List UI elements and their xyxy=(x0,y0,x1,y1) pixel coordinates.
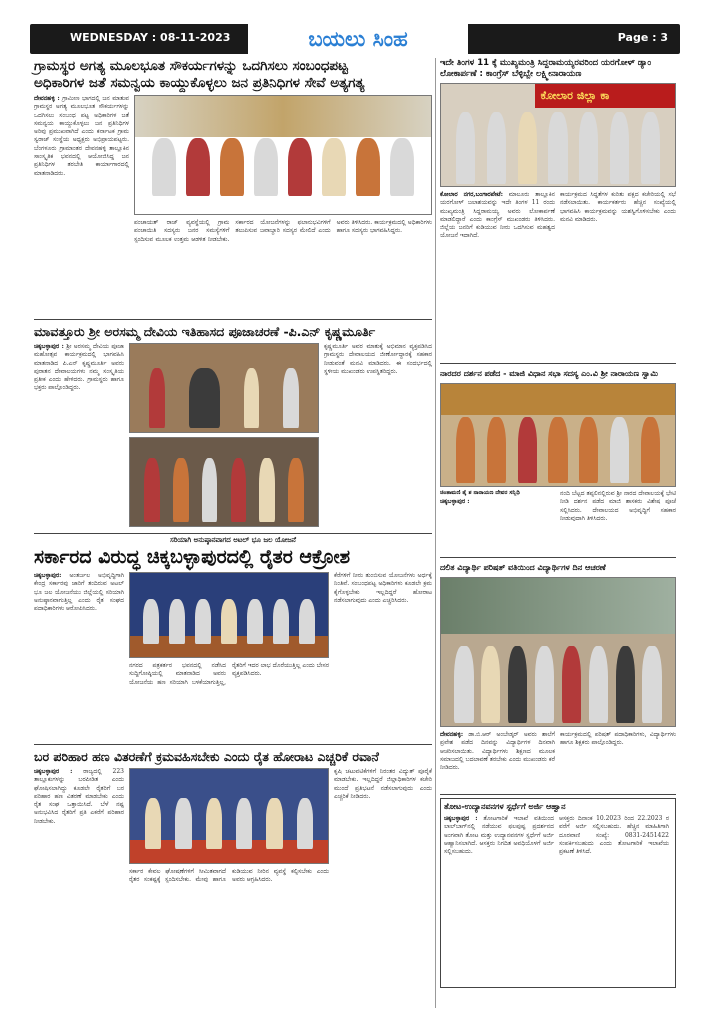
story5-text-a xyxy=(440,191,555,357)
dateline: ಚಿಕ್ಕಬಳ್ಳಾಪುರ : xyxy=(34,768,73,775)
story5-body-b: ಕಾರ್ಯಕ್ರಮದ ಸಿದ್ಧತೆಗಳ ಕುರಿತು ಪಕ್ಷದ ಕಚೇರಿಯಲ್ಲಿ ಸಭೆ ನಡೆಸಲಾಯಿತು. ಕಾರ್ಯಕರ್ತರು ಹೆಚ್ಚಿನ ಸಂಖ್ಯೆಯಲ್ಲಿ ಭಾಗವಹಿಸಿ ಕಾರ್ಯಕ್ರಮವನ್ನು ಯಶಸ್ವಿಗೊಳಿಸಬೇಕು ಎಂದು ಮನವಿ ಮಾಡಿದರು. xyxy=(560,191,676,223)
headline-6: ನಾರದರ ದರ್ಶನ ಪಡೆದ - ಮಾಜಿ ವಿಧಾನ ಸಭಾ ಸದಸ್ಯ ಎಂ.ವಿ ಶ್ರೀ ನಾರಾಯಣ ಸ್ವಾಮಿ xyxy=(440,369,659,378)
story4-body-a: ರಾಜ್ಯದಲ್ಲಿ 223 ತಾಲ್ಲೂಕುಗಳನ್ನು ಬರಪೀಡಿತ ಎಂದು ಘೋಷಿಸಲಾಗಿದ್ದು ಕೂಡಲೇ ರೈತರಿಗೆ ಬರ ಪರಿಹಾರ ಹಣ ವಿತರಣೆ ಮಾಡಬೇಕು ಎಂದು ರೈತ ಸಂಘ ಒತ್ತಾಯಿಸಿದೆ. ಬೆಳೆ ನಷ್ಟ ಅನುಭವಿಸಿದ ರೈತರಿಗೆ ಪ್ರತಿ ಎಕರೆಗೆ ಪರಿಹಾರ ನೀಡಬೇಕು. xyxy=(34,768,124,825)
headline-8: ತೋಟ-ಉದ್ಯಾನವನಗಳ ಸ್ಪರ್ಧೆಗೆ ಅರ್ಜಿ ಆಹ್ವಾನ xyxy=(444,802,566,811)
story1-body-b: ಪಂಚಾಯತ್ ರಾಜ್ ವ್ಯವಸ್ಥೆಯಲ್ಲಿ ಗ್ರಾಮ ಪಂಚಾಯಿತಿ ಸದಸ್ಯರು ಜನರ ಸಮಸ್ಯೆಗಳಿಗೆ ಸ್ಪಂದಿಸುವ ಮೂಲಕ ಉತ್ತಮ ಆಡಳಿತ ನೀಡಬೇಕು. ಸರ್ಕಾರದ ಯೋಜನೆಗಳನ್ನು ಫಲಾನುಭವಿಗಳಿಗೆ ತಲುಪಿಸುವ ಜವಾಬ್ದಾರಿ ಸದಸ್ಯರ ಮೇಲಿದೆ ಎಂದು ಅವರು ತಿಳಿಸಿದರು. ಕಾರ್ಯಕ್ರಮದಲ್ಲಿ ಅಧಿಕಾರಿಗಳು ಹಾಗೂ ಸದಸ್ಯರು ಭಾಗವಹಿಸಿದ್ದರು. xyxy=(134,219,432,243)
people-group xyxy=(147,131,419,196)
story8-text-a xyxy=(444,815,554,975)
photo-students xyxy=(440,577,676,727)
newspaper-title: ಬಯಲು ಸಿಂಹ xyxy=(248,24,468,54)
headline-2: ಮಾವತ್ತೂರು ಶ್ರೀ ಅರಸಮ್ಮ ದೇವಿಯ ಇತಿಹಾಸದ ಪೂಜಾಚರಣೆ -ಪಿ.ಎನ್ ಕೃಷ್ಣಮೂರ್ತಿ xyxy=(34,324,376,339)
story-panchayat xyxy=(34,58,432,315)
story5-body-a: ಮಾಲೂರು ತಾಲ್ಲೂಕಿನ ಯರಗೋಳ್ ಜಲಾಶಯವನ್ನು ಇದೇ ತಿಂಗಳ 11 ರಂದು ಮುಖ್ಯಮಂತ್ರಿ ಸಿದ್ದರಾಮಯ್ಯ ಅವರು ಲೋಕಾರ್ಪಣೆ ಮಾಡಲಿದ್ದಾರೆ ಎಂದು ಕಾಂಗ್ರೆಸ್ ಮುಖಂಡರು ತಿಳಿಸಿದರು. ಜಿಲ್ಲೆಯ ಜನರಿಗೆ ಕುಡಿಯುವ ನೀರು ಒದಗಿಸುವ ಮಹತ್ವದ ಯೋಜನೆ ಇದಾಗಿದೆ. xyxy=(440,191,555,240)
dateline: ಚಿಕ್ಕಬಳ್ಳಾಪುರ : xyxy=(34,343,64,350)
story4-body-c: ಕೃಷಿ ಚಟುವಟಿಕೆಗಳಿಗೆ ನಿರಂತರ ವಿದ್ಯುತ್ ಪೂರೈಕೆ ಮಾಡಬೇಕು. ಇಲ್ಲದಿದ್ದರೆ ಜಿಲ್ಲಾಧಿಕಾರಿಗಳ ಕಚೇರಿ ಮುಂದೆ ಪ್ರತಿಭಟನೆ ನಡೆಸಲಾಗುವುದು ಎಂದು ಎಚ್ಚರಿಕೆ ನೀಡಿದರು. xyxy=(334,768,432,800)
issue-date: WEDNESDAY : 08-11-2023 xyxy=(70,31,231,44)
story3-body-b: ನಗರದ ಪತ್ರಕರ್ತರ ಭವನದಲ್ಲಿ ನಡೆಸಿದ ಸುದ್ದಿಗೋಷ್ಠಿಯಲ್ಲಿ ಮಾತನಾಡಿದ ಅವರು ಯೋಜನೆಯ ಹಣ ಸರಿಯಾಗಿ ಬಳಕೆಯಾಗುತ್ತಿಲ್ಲ, ರೈತರಿಗೆ ಇದರ ಲಾಭ ದೊರೆಯುತ್ತಿಲ್ಲ ಎಂದು ಬೇಸರ ವ್ಯಕ್ತಪಡಿಸಿದರು. xyxy=(129,662,329,686)
photo-banner: ಕೋಲಾರ ಜಿಲ್ಲಾ ಕಾ xyxy=(535,84,675,108)
headline-3: ಸರ್ಕಾರದ ವಿರುದ್ಧ ಚಿಕ್ಕಬಳ್ಳಾಪುರದಲ್ಲಿ ರೈತರ ಆಕ್ರೋಶ xyxy=(34,546,351,568)
left-column xyxy=(34,58,432,964)
photo-farmers-meeting xyxy=(129,768,329,864)
page-number: Page : 3 xyxy=(617,31,668,44)
story2-body-b: ಕೃಷ್ಣಮೂರ್ತಿ ಅವರ ಮಾತುಕ್ಕೆ ಅಭಿಮಾನ ವ್ಯಕ್ತಪಡಿಸಿದ ಗ್ರಾಮಸ್ಥರು ದೇವಾಲಯದ ಜೀರ್ಣೋದ್ಧಾರಕ್ಕೆ ಸಹಕಾರ ನೀಡುವಂತೆ ಮನವಿ ಮಾಡಿದರು. ಈ ಸಂದರ್ಭದಲ್ಲಿ ಸ್ಥಳೀಯ ಮುಖಂಡರು ಉಪಸ್ಥಿತರಿದ್ದರು. xyxy=(324,343,432,375)
story2-text-a xyxy=(34,343,124,527)
newspaper-page xyxy=(30,14,680,1012)
story8-body-a: ತೋಟಗಾರಿಕೆ ಇಲಾಖೆ ವತಿಯಿಂದ ಲಾಲ್‌ಬಾಗ್‌ನಲ್ಲಿ ನಡೆಯುವ ಫಲಪುಷ್ಪ ಪ್ರದರ್ಶನದ ಅಂಗವಾಗಿ ತೋಟ ಮತ್ತು ಉದ್ಯಾನವನಗಳ ಸ್ಪರ್ಧೆಗೆ ಅರ್ಜಿ ಆಹ್ವಾನಿಸಲಾಗಿದೆ. ಆಸಕ್ತರು ನಿಗದಿತ ಅವಧಿಯೊಳಗೆ ಅರ್ಜಿ ಸಲ್ಲಿಸಬಹುದು. xyxy=(444,815,554,856)
headline-5: ಇದೇ ತಿಂಗಳ 11 ಕ್ಕೆ ಮುಖ್ಯಮಂತ್ರಿ ಸಿದ್ದರಾಮಯ್ಯರವರಿಂದ ಯರಗೋಳ್ ಡ್ಯಾಂ ಲೋಕಾರ್ಪಣೆ : ಕಾಂಗ್ರೆಸ್ ಬೆಳ್ಳಿಬ್ಬೇ ಲಕ್ಷ್ಮೀನಾರಾಯಣ xyxy=(440,58,652,79)
headline-1a: ಗ್ರಾಮಸ್ಥರ ಅಗತ್ಯ ಮೂಲಭೂತ ಸೌಕರ್ಯಗಳನ್ನು ಒದಗಿಸಲು ಸಂಬಂಧಪಟ್ಟ xyxy=(34,58,348,74)
column-divider xyxy=(435,58,436,1008)
photo-temple-devotees xyxy=(129,437,319,527)
story-students-day xyxy=(440,561,676,791)
photo-congress-meeting xyxy=(440,83,676,187)
dateline: ಚಿಕ್ಕಬಳ್ಳಾಪುರ: xyxy=(34,572,62,579)
photo-temple-speaker xyxy=(129,343,319,433)
story3-text-a xyxy=(34,572,124,738)
story7-body-b: ಕಾರ್ಯಕ್ರಮದಲ್ಲಿ ಪರಿಷತ್ ಪದಾಧಿಕಾರಿಗಳು, ವಿದ್ಯಾರ್ಥಿಗಳು ಹಾಗೂ ಶಿಕ್ಷಕರು ಪಾಲ್ಗೊಂಡಿದ್ದರು. xyxy=(560,731,676,747)
story3-strap: ಸರಿಯಾಗಿ ಅನುಷ್ಠಾನವಾಗದ ಅಟಲ್ ಭೂ ಜಲ ಯೋಜನೆ xyxy=(170,536,296,544)
photo-training-event xyxy=(134,95,432,215)
story8-body-b: ಆಸಕ್ತರು ದಿನಾಂಕ 10.2023 ರಿಂದ 22.2023 ರ ವರೆಗೆ ಅರ್ಜಿ ಸಲ್ಲಿಸಬಹುದು. ಹೆಚ್ಚಿನ ಮಾಹಿತಿಗಾಗಿ ದೂರವಾಣಿ ಸಂಖ್ಯೆ: 0831-2451422 ಸಂಪರ್ಕಿಸಬಹುದು ಎಂದು ತೋಟಗಾರಿಕೆ ಇಲಾಖೆಯ ಪ್ರಕಟಣೆ ತಿಳಿಸಿದೆ. xyxy=(559,815,669,856)
story-farmers-protest xyxy=(34,536,432,740)
photo-press-meet xyxy=(129,572,329,658)
photo-temple-visit xyxy=(440,383,676,487)
story-temple-visit xyxy=(440,367,676,554)
story3-body-a: ಅಂತರ್ಜಲ ಅಭಿವೃದ್ಧಿಗಾಗಿ ಕೇಂದ್ರ ಸರ್ಕಾರವು ಜಾರಿಗೆ ತಂದಿರುವ ಅಟಲ್ ಭೂ ಜಲ ಯೋಜನೆಯು ಜಿಲ್ಲೆಯಲ್ಲಿ ಸರಿಯಾಗಿ ಅನುಷ್ಠಾನವಾಗುತ್ತಿಲ್ಲ ಎಂದು ರೈತ ಸಂಘದ ಪದಾಧಿಕಾರಿಗಳು ಆರೋಪಿಸಿದರು. xyxy=(34,572,124,613)
story-dam-inauguration xyxy=(440,58,676,359)
dateline: ಕೋಲಾರ ನಗರ,ಬಂಗಾರಪೇಟೆ: xyxy=(440,191,503,198)
headline-1b: ಅಧಿಕಾರಿಗಳ ಜತೆ ಸಮನ್ವಯ ಕಾಯ್ದುಕೊಳ್ಳಲು ಜನ ಪ್ರತಿನಿಧಿಗಳ ಸೇವೆ ಅತ್ಯಗತ್ಯ xyxy=(34,75,365,91)
headline-7: ದಲಿತ ವಿದ್ಯಾರ್ಥಿ ಪರಿಷತ್ ವತಿಯಿಂದ ವಿದ್ಯಾರ್ಥಿಗಳ ದಿನ ಆಚರಣೆ xyxy=(440,563,606,572)
story1-text-a xyxy=(34,95,129,313)
story-garden-contest xyxy=(440,798,676,988)
story7-body-a: ಡಾ.ಬಿ.ಆರ್ ಅಂಬೇಡ್ಕರ್ ಅವರು ಶಾಲೆಗೆ ಪ್ರವೇಶ ಪಡೆದ ದಿನವನ್ನು ವಿದ್ಯಾರ್ಥಿಗಳ ದಿನವಾಗಿ ಆಚರಿಸಲಾಯಿತು. ವಿದ್ಯಾರ್ಥಿಗಳು ಶಿಕ್ಷಣದ ಮೂಲಕ ಸಮಾಜದಲ್ಲಿ ಬದಲಾವಣೆ ತರಬೇಕು ಎಂದು ಮುಖಂಡರು ಕರೆ ನೀಡಿದರು. xyxy=(440,731,555,772)
story4-body-b: ಸರ್ಕಾರ ಕೇವಲ ಘೋಷಣೆಗಳಿಗೆ ಸೀಮಿತವಾಗದೆ ರೈತರ ಸಂಕಷ್ಟಕ್ಕೆ ಸ್ಪಂದಿಸಬೇಕು. ಮೇವು ಹಾಗೂ ಕುಡಿಯುವ ನೀರಿನ ವ್ಯವಸ್ಥೆ ಕಲ್ಪಿಸಬೇಕು ಎಂದು ಅವರು ಆಗ್ರಹಿಸಿದರು. xyxy=(129,868,329,884)
right-column xyxy=(440,58,676,988)
dateline: ದೇವನಹಳ್ಳಿ: xyxy=(440,731,464,738)
dateline: ಚಿಕ್ಕಬಳ್ಳಾಪುರ : xyxy=(444,815,478,822)
story3-body-c: ಕೆರೆಗಳಿಗೆ ನೀರು ತುಂಬಿಸುವ ಯೋಜನೆಗಳು ಅರ್ಧಕ್ಕೆ ನಿಂತಿವೆ. ಸಂಬಂಧಪಟ್ಟ ಅಧಿಕಾರಿಗಳು ಕೂಡಲೇ ಕ್ರಮ ಕೈಗೊಳ್ಳಬೇಕು ಇಲ್ಲದಿದ್ದರೆ ಹೋರಾಟ ನಡೆಸಲಾಗುವುದು ಎಂದು ಎಚ್ಚರಿಸಿದರು. xyxy=(334,572,432,604)
masthead xyxy=(30,24,680,54)
story2-body-a: ಶ್ರೀ ಅರಸಮ್ಮ ದೇವಿಯ ಪೂಜಾ ಮಹೋತ್ಸವ ಕಾರ್ಯಕ್ರಮದಲ್ಲಿ ಭಾಗವಹಿಸಿ ಮಾತನಾಡಿದ ಪಿ.ಎನ್ ಕೃಷ್ಣಮೂರ್ತಿ ಅವರು ಪುರಾತನ ದೇವಾಲಯಗಳು ನಮ್ಮ ಸಂಸ್ಕೃತಿಯ ಪ್ರತೀಕ ಎಂದು ಹೇಳಿದರು. ಗ್ರಾಮಸ್ಥರು ಹಾಗೂ ಭಕ್ತರು ಪಾಲ್ಗೊಂಡಿದ್ದರು. xyxy=(34,343,124,392)
story6-text-a xyxy=(440,498,555,554)
photo-caption: ಚಿಂತಾಮಣಿ ತೈ ಶ ನಾರಾಯಣ ದೇವರ ಸನ್ನಿಧಿ xyxy=(440,490,520,496)
story-temple xyxy=(34,323,432,529)
story7-text-a xyxy=(440,731,555,789)
story1-body-a: ಗ್ರಾಮೀಣ ಭಾಗದಲ್ಲಿ ಜನ ಮಾತುವ ಗ್ರಾಮಸ್ಥರ ಅಗತ್ಯ ಮೂಲಭೂತ ಸೌಕರ್ಯಗಳನ್ನು ಒದಗಿಸಲು ಸಂಬಂಧ ಪಟ್ಟ ಅಧಿಕಾರಿಗಳ ಜತೆ ಸಮನ್ವಯ ಕಾಯ್ದುಕೊಳ್ಳಲು ಜನ ಪ್ರತಿನಿಧಿಗಳ ಅರಿವು ಪ್ರಮುಖವಾಗಿದೆ ಎಂದು ಕರ್ನಾಟಕ ಗ್ರಾಮ ಸ್ವರಾಜ್ ಸಂಸ್ಥೆಯ ಅಧ್ಯಕ್ಷರು ಅಭಿಪ್ರಾಯಪಟ್ಟರು. ಬೆಂಗಳೂರು ಗ್ರಾಮಾಂತರ ದೇವನಹಳ್ಳಿ ತಾಲ್ಲೂಕಿನ ಸಾಂಸ್ಕೃತಿಕ ಭವನದಲ್ಲಿ ಆಯೋಜಿಸಿದ್ದ ಜನ ಪ್ರತಿನಿಧಿಗಳ ತರಬೇತಿ ಕಾರ್ಯಾಗಾರದಲ್ಲಿ ಮಾತನಾಡಿದರು. xyxy=(34,95,129,177)
story6-body-a: ನಂದಿ ಬೆಟ್ಟದ ತಪ್ಪಲಿನಲ್ಲಿರುವ ಶ್ರೀ ನಾರದ ದೇವಾಲಯಕ್ಕೆ ಭೇಟಿ ನೀಡಿ ದರ್ಶನ ಪಡೆದ ಮಾಜಿ ಶಾಸಕರು ವಿಶೇಷ ಪೂಜೆ ಸಲ್ಲಿಸಿದರು. ದೇವಾಲಯದ ಅಭಿವೃದ್ಧಿಗೆ ಸಹಕಾರ ನೀಡುವುದಾಗಿ ತಿಳಿಸಿದರು. xyxy=(560,490,676,522)
headline-4: ಬರ ಪರಿಹಾರ ಹಣ ವಿತರಣೆಗೆ ಕ್ರಮವಹಿಸಬೇಕು ಎಂದು ರೈತ ಹೋರಾಟ ಎಚ್ಚರಿಕೆ ರವಾನೆ xyxy=(34,749,379,764)
dateline: ದೇವನಹಳ್ಳಿ : xyxy=(34,95,60,102)
story4-text-a xyxy=(34,768,124,962)
dateline: ಚಿಕ್ಕಬಳ್ಳಾಪುರ : xyxy=(440,497,470,505)
story-drought-relief xyxy=(34,748,432,964)
